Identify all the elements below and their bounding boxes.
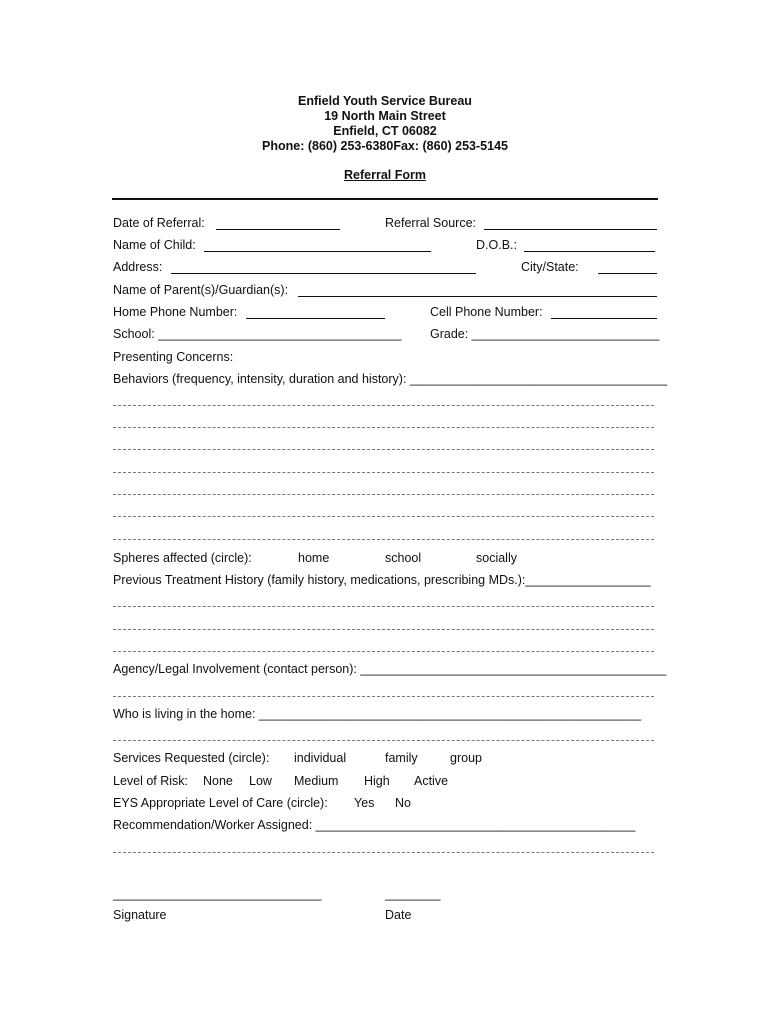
- org-street: 19 North Main Street: [324, 109, 446, 123]
- living-field[interactable]: Who is living in the home: _______________________________________________________: [113, 707, 642, 721]
- form-title: Referral Form: [344, 168, 426, 182]
- address-field[interactable]: [171, 273, 476, 274]
- service-option-family[interactable]: family: [385, 751, 418, 765]
- treatment-line[interactable]: [113, 629, 654, 630]
- previous-treatment-field[interactable]: Previous Treatment History (family history, medications, prescribing MDs.):__________________: [113, 573, 651, 587]
- org-city: Enfield, CT 06082: [333, 124, 437, 138]
- org-name: Enfield Youth Service Bureau: [298, 94, 472, 108]
- parents-label: Name of Parent(s)/Guardian(s):: [113, 283, 289, 297]
- living-line[interactable]: [113, 740, 654, 741]
- behaviors-line[interactable]: [113, 516, 654, 517]
- name-of-child-label: Name of Child:: [113, 238, 196, 252]
- signature-field[interactable]: ______________________________: [113, 887, 322, 901]
- org-contact: Phone: (860) 253-6380Fax: (860) 253-5145: [262, 139, 508, 153]
- behaviors-line[interactable]: [113, 449, 654, 450]
- service-option-group[interactable]: group: [450, 751, 482, 765]
- behaviors-line[interactable]: [113, 539, 654, 540]
- risk-option-none[interactable]: None: [203, 774, 233, 788]
- risk-option-medium[interactable]: Medium: [294, 774, 339, 788]
- behaviors-line[interactable]: [113, 427, 654, 428]
- referral-source-field[interactable]: [484, 229, 657, 230]
- behaviors-line[interactable]: [113, 472, 654, 473]
- cell-phone-label: Cell Phone Number:: [430, 305, 543, 319]
- referral-source-label: Referral Source:: [385, 216, 477, 230]
- sphere-option-home[interactable]: home: [298, 551, 330, 565]
- org-header: [0, 94, 770, 154]
- date-of-referral-field[interactable]: [216, 229, 340, 230]
- treatment-line[interactable]: [113, 606, 654, 607]
- agency-line[interactable]: [113, 696, 654, 697]
- risk-option-high[interactable]: High: [364, 774, 390, 788]
- risk-option-low[interactable]: Low: [249, 774, 272, 788]
- risk-label: Level of Risk:: [113, 774, 189, 788]
- presenting-concerns-label: Presenting Concerns:: [113, 350, 234, 364]
- signature-label: Signature: [113, 908, 167, 922]
- city-state-label: City/State:: [521, 260, 579, 274]
- behaviors-field[interactable]: Behaviors (frequency, intensity, duration and history): _____________________________________: [113, 372, 668, 386]
- recommendation-line[interactable]: [113, 852, 654, 853]
- sphere-option-socially[interactable]: socially: [476, 551, 517, 565]
- date-field[interactable]: ________: [385, 887, 441, 901]
- sphere-option-school[interactable]: school: [385, 551, 422, 565]
- name-of-child-field[interactable]: [204, 251, 431, 252]
- care-label: EYS Appropriate Level of Care (circle):: [113, 796, 328, 810]
- address-label: Address:: [113, 260, 163, 274]
- dob-field[interactable]: [524, 251, 655, 252]
- agency-field[interactable]: Agency/Legal Involvement (contact person): ____________________________________________: [113, 662, 667, 676]
- service-option-individual[interactable]: individual: [294, 751, 347, 765]
- risk-option-active[interactable]: Active: [414, 774, 449, 788]
- home-phone-field[interactable]: [246, 318, 385, 319]
- date-label: Date: [385, 908, 412, 922]
- behaviors-line[interactable]: [113, 494, 654, 495]
- grade-field[interactable]: Grade: ___________________________: [430, 327, 660, 341]
- recommendation-field[interactable]: Recommendation/Worker Assigned: ______________________________________________: [113, 818, 636, 832]
- behaviors-line[interactable]: [113, 405, 654, 406]
- dob-label: D.O.B.:: [476, 238, 517, 252]
- treatment-line[interactable]: [113, 651, 654, 652]
- city-state-field[interactable]: [598, 273, 657, 274]
- header-divider: [112, 198, 658, 200]
- parents-field[interactable]: [298, 296, 657, 297]
- spheres-label: Spheres affected (circle):: [113, 551, 252, 565]
- care-option-no[interactable]: No: [395, 796, 411, 810]
- care-option-yes[interactable]: Yes: [354, 796, 375, 810]
- cell-phone-field[interactable]: [551, 318, 657, 319]
- school-field[interactable]: School: ___________________________________: [113, 327, 402, 341]
- services-label: Services Requested (circle):: [113, 751, 270, 765]
- date-of-referral-label: Date of Referral:: [113, 216, 205, 230]
- home-phone-label: Home Phone Number:: [113, 305, 238, 319]
